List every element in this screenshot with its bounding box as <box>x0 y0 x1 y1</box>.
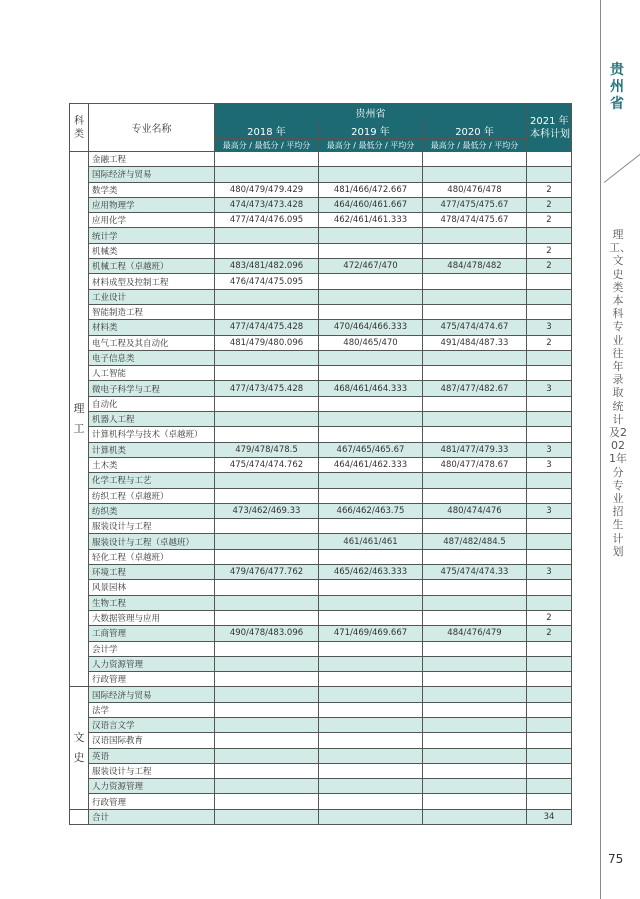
table-row <box>70 687 572 702</box>
major-name: 应用化学 <box>89 213 215 228</box>
major-name: 法学 <box>89 702 215 717</box>
plan-2021 <box>527 519 572 534</box>
score-2019 <box>319 702 423 717</box>
plan-2021 <box>527 794 572 809</box>
table-row <box>70 350 572 365</box>
score-2019 <box>319 396 423 411</box>
plan-2021 <box>527 366 572 381</box>
plan-2021: 2 <box>527 610 572 625</box>
score-2020: 477/475/475.67 <box>423 197 527 212</box>
score-2019 <box>319 304 423 319</box>
score-2020 <box>423 396 527 411</box>
table-row <box>70 213 572 228</box>
score-2019: 467/465/465.67 <box>319 442 423 457</box>
plan-2021 <box>527 748 572 763</box>
score-2019 <box>319 763 423 778</box>
score-2020: 480/476/478 <box>423 182 527 197</box>
score-2020: 478/474/475.67 <box>423 213 527 228</box>
score-2018: 479/476/477.762 <box>215 565 319 580</box>
score-2018 <box>215 167 319 182</box>
major-name: 环境工程 <box>89 565 215 580</box>
plan-2021 <box>527 641 572 656</box>
table-row <box>70 519 572 534</box>
score-2020: 487/477/482.67 <box>423 381 527 396</box>
header-score-sub-2019: 最高分 / 最低分 / 平均分 <box>319 139 423 152</box>
score-2018 <box>215 152 319 167</box>
major-name: 行政管理 <box>89 794 215 809</box>
score-2020: 481/477/479.33 <box>423 442 527 457</box>
major-name: 会计学 <box>89 641 215 656</box>
score-2018 <box>215 595 319 610</box>
header-plan-label: 本科计划 <box>530 128 571 140</box>
plan-2021: 2 <box>527 243 572 258</box>
score-2019 <box>319 473 423 488</box>
table-row <box>70 763 572 778</box>
score-2020 <box>423 152 527 167</box>
plan-2021: 3 <box>527 565 572 580</box>
header-score-sub-2020: 最高分 / 最低分 / 平均分 <box>423 139 527 152</box>
score-2018 <box>215 763 319 778</box>
score-2018: 473/462/469.33 <box>215 503 319 518</box>
major-name: 材料类 <box>89 320 215 335</box>
score-2018 <box>215 687 319 702</box>
table-row <box>70 366 572 381</box>
header-plan <box>527 104 572 152</box>
category-science <box>70 152 89 687</box>
score-2018: 483/481/482.096 <box>215 259 319 274</box>
score-2019 <box>319 687 423 702</box>
plan-2021 <box>527 656 572 671</box>
table-row <box>70 534 572 549</box>
major-name: 国际经济与贸易 <box>89 167 215 182</box>
major-name: 电气工程及其自动化 <box>89 335 215 350</box>
score-2019 <box>319 595 423 610</box>
major-name: 数学类 <box>89 182 215 197</box>
plan-2021 <box>527 733 572 748</box>
major-name: 电子信息类 <box>89 350 215 365</box>
score-2019 <box>319 549 423 564</box>
plan-2021 <box>527 488 572 503</box>
table-row <box>70 427 572 442</box>
plan-2021 <box>527 228 572 243</box>
score-2019: 461/461/461 <box>319 534 423 549</box>
score-2020: 475/474/474.33 <box>423 565 527 580</box>
score-2018: 475/474/474.762 <box>215 457 319 472</box>
table-row <box>70 779 572 794</box>
score-2019 <box>319 274 423 289</box>
plan-2021 <box>527 717 572 732</box>
major-name: 人力资源管理 <box>89 656 215 671</box>
page-number: 75 <box>608 852 624 866</box>
header-year-2020: 2020 年 <box>423 122 527 139</box>
total-2020 <box>423 809 527 824</box>
plan-2021 <box>527 427 572 442</box>
plan-2021 <box>527 549 572 564</box>
score-2019: 464/461/462.333 <box>319 457 423 472</box>
plan-2021: 3 <box>527 442 572 457</box>
score-2019 <box>319 580 423 595</box>
score-2020 <box>423 733 527 748</box>
score-2019 <box>319 167 423 182</box>
score-2020: 487/482/484.5 <box>423 534 527 549</box>
score-2018: 479/478/478.5 <box>215 442 319 457</box>
table-row <box>70 381 572 396</box>
score-2018 <box>215 519 319 534</box>
score-2018 <box>215 733 319 748</box>
plan-2021: 3 <box>527 381 572 396</box>
major-name: 服装设计与工程 <box>89 519 215 534</box>
plan-2021: 3 <box>527 457 572 472</box>
score-2018: 480/479/479.429 <box>215 182 319 197</box>
score-2019 <box>319 656 423 671</box>
major-name: 计算机类 <box>89 442 215 457</box>
major-name: 英语 <box>89 748 215 763</box>
score-2018 <box>215 412 319 427</box>
table-body <box>70 152 572 825</box>
score-2018 <box>215 672 319 687</box>
score-2020: 491/484/487.33 <box>423 335 527 350</box>
score-2018 <box>215 228 319 243</box>
score-2018 <box>215 779 319 794</box>
plan-2021 <box>527 274 572 289</box>
header-year-2018: 2018 年 <box>215 122 319 139</box>
score-2020: 484/478/482 <box>423 259 527 274</box>
plan-2021 <box>527 702 572 717</box>
score-2018 <box>215 243 319 258</box>
total-plan: 34 <box>527 809 572 824</box>
plan-2021: 3 <box>527 320 572 335</box>
score-2019 <box>319 779 423 794</box>
table-row <box>70 488 572 503</box>
score-2020: 480/474/476 <box>423 503 527 518</box>
score-2020 <box>423 687 527 702</box>
plan-2021 <box>527 304 572 319</box>
score-2020 <box>423 779 527 794</box>
score-2020 <box>423 274 527 289</box>
table-row <box>70 197 572 212</box>
total-category-cell <box>70 809 89 824</box>
major-name: 工商管理 <box>89 626 215 641</box>
table-row <box>70 748 572 763</box>
major-name: 大数据管理与应用 <box>89 610 215 625</box>
score-2020 <box>423 794 527 809</box>
score-2018 <box>215 488 319 503</box>
major-name: 国际经济与贸易 <box>89 687 215 702</box>
plan-2021: 2 <box>527 197 572 212</box>
table-row <box>70 549 572 564</box>
score-2020 <box>423 289 527 304</box>
score-2018: 474/473/473.428 <box>215 197 319 212</box>
score-2020 <box>423 580 527 595</box>
table-row <box>70 457 572 472</box>
score-2020 <box>423 610 527 625</box>
major-name: 汉语言文学 <box>89 717 215 732</box>
score-2018 <box>215 366 319 381</box>
table-row <box>70 304 572 319</box>
table-row <box>70 289 572 304</box>
score-2020 <box>423 763 527 778</box>
score-2018 <box>215 610 319 625</box>
score-2018: 481/479/480.096 <box>215 335 319 350</box>
score-2019 <box>319 519 423 534</box>
category-char: 工 <box>73 422 85 436</box>
score-2018: 477/474/476.095 <box>215 213 319 228</box>
header-score-sub-2018: 最高分 / 最低分 / 平均分 <box>215 139 319 152</box>
score-2018 <box>215 549 319 564</box>
score-2018 <box>215 580 319 595</box>
score-2019: 471/469/469.667 <box>319 626 423 641</box>
score-2019: 465/462/463.333 <box>319 565 423 580</box>
major-name: 轻化工程（卓越班） <box>89 549 215 564</box>
score-2019: 480/465/470 <box>319 335 423 350</box>
score-2018 <box>215 534 319 549</box>
score-2018 <box>215 641 319 656</box>
score-2018 <box>215 717 319 732</box>
major-name: 纺织类 <box>89 503 215 518</box>
table-row <box>70 580 572 595</box>
score-2019: 468/461/464.333 <box>319 381 423 396</box>
score-2018 <box>215 396 319 411</box>
province-tab: 贵州省 <box>610 62 624 112</box>
major-name: 智能制造工程 <box>89 304 215 319</box>
category-arts <box>70 687 89 809</box>
major-name: 服装设计与工程 <box>89 763 215 778</box>
score-2020 <box>423 717 527 732</box>
table-row <box>70 565 572 580</box>
score-2020 <box>423 412 527 427</box>
score-2018: 477/473/475.428 <box>215 381 319 396</box>
plan-2021 <box>527 152 572 167</box>
score-2019 <box>319 672 423 687</box>
plan-2021 <box>527 396 572 411</box>
table-row <box>70 595 572 610</box>
score-2018 <box>215 794 319 809</box>
score-2020 <box>423 595 527 610</box>
table-row <box>70 641 572 656</box>
score-2020: 480/477/478.67 <box>423 457 527 472</box>
score-2019 <box>319 717 423 732</box>
major-name: 机器人工程 <box>89 412 215 427</box>
category-char: 理 <box>73 402 85 416</box>
table-row <box>70 672 572 687</box>
major-name: 纺织工程（卓越班） <box>89 488 215 503</box>
side-section-title: 理工、文史类本科专业往年录取统计及2021年分专业招生计划 <box>609 228 631 558</box>
score-2018 <box>215 656 319 671</box>
major-name: 风景园林 <box>89 580 215 595</box>
score-2019 <box>319 350 423 365</box>
score-2018: 476/474/475.095 <box>215 274 319 289</box>
plan-2021 <box>527 595 572 610</box>
margin-divider-line <box>600 0 601 899</box>
score-2019 <box>319 488 423 503</box>
score-2020 <box>423 748 527 763</box>
score-2019 <box>319 733 423 748</box>
plan-2021 <box>527 779 572 794</box>
score-2020 <box>423 519 527 534</box>
table-row <box>70 335 572 350</box>
table-row <box>70 320 572 335</box>
score-2019 <box>319 427 423 442</box>
plan-2021 <box>527 350 572 365</box>
score-2020 <box>423 350 527 365</box>
plan-2021 <box>527 672 572 687</box>
plan-2021 <box>527 763 572 778</box>
score-2020 <box>423 228 527 243</box>
plan-2021 <box>527 412 572 427</box>
major-name: 计算机科学与技术（卓越班） <box>89 427 215 442</box>
score-2019 <box>319 243 423 258</box>
table-row <box>70 717 572 732</box>
plan-2021 <box>527 580 572 595</box>
score-2020 <box>423 243 527 258</box>
score-2018 <box>215 473 319 488</box>
margin-diagonal-line <box>604 153 640 183</box>
score-2020 <box>423 672 527 687</box>
table-row <box>70 182 572 197</box>
category-char: 史 <box>73 751 85 765</box>
table-row <box>70 610 572 625</box>
plan-2021: 2 <box>527 626 572 641</box>
score-2019 <box>319 412 423 427</box>
table-row <box>70 503 572 518</box>
plan-2021: 2 <box>527 213 572 228</box>
admission-table <box>69 103 572 825</box>
major-name: 化学工程与工艺 <box>89 473 215 488</box>
score-2019 <box>319 228 423 243</box>
score-2019 <box>319 641 423 656</box>
plan-2021: 2 <box>527 182 572 197</box>
total-row <box>70 809 572 824</box>
score-2019 <box>319 289 423 304</box>
major-name: 土木类 <box>89 457 215 472</box>
table-row <box>70 733 572 748</box>
table-row <box>70 243 572 258</box>
major-name: 服装设计与工程（卓越班） <box>89 534 215 549</box>
major-name: 人力资源管理 <box>89 779 215 794</box>
score-2020 <box>423 656 527 671</box>
total-label: 合计 <box>89 809 215 824</box>
score-2019 <box>319 748 423 763</box>
plan-2021 <box>527 167 572 182</box>
score-2020 <box>423 473 527 488</box>
total-2018 <box>215 809 319 824</box>
score-2020: 475/474/474.67 <box>423 320 527 335</box>
score-2018 <box>215 702 319 717</box>
header-province: 贵州省 <box>215 104 527 122</box>
score-2019 <box>319 366 423 381</box>
score-2020 <box>423 488 527 503</box>
major-name: 材料成型及控制工程 <box>89 274 215 289</box>
table-row <box>70 656 572 671</box>
score-2020 <box>423 304 527 319</box>
table-row <box>70 702 572 717</box>
score-2018 <box>215 748 319 763</box>
major-name: 生物工程 <box>89 595 215 610</box>
major-name: 人工智能 <box>89 366 215 381</box>
header-plan-year: 2021 年 <box>530 115 569 127</box>
score-2020: 484/476/479 <box>423 626 527 641</box>
major-name: 机械工程（卓越班） <box>89 259 215 274</box>
header-major: 专业名称 <box>89 104 215 152</box>
score-2019: 466/462/463.75 <box>319 503 423 518</box>
score-2019: 472/467/470 <box>319 259 423 274</box>
table-row <box>70 473 572 488</box>
score-2020 <box>423 549 527 564</box>
score-2018 <box>215 350 319 365</box>
score-2018 <box>215 304 319 319</box>
major-name: 自动化 <box>89 396 215 411</box>
table-row <box>70 228 572 243</box>
score-2019 <box>319 610 423 625</box>
plan-2021: 2 <box>527 335 572 350</box>
score-2018: 490/478/483.096 <box>215 626 319 641</box>
plan-2021: 3 <box>527 503 572 518</box>
plan-2021 <box>527 289 572 304</box>
major-name: 工业设计 <box>89 289 215 304</box>
score-2019: 470/464/466.333 <box>319 320 423 335</box>
table-row <box>70 167 572 182</box>
table-row <box>70 274 572 289</box>
header-year-2019: 2019 年 <box>319 122 423 139</box>
major-name: 微电子科学与工程 <box>89 381 215 396</box>
total-2019 <box>319 809 423 824</box>
table-row <box>70 396 572 411</box>
table-row <box>70 442 572 457</box>
score-2020 <box>423 366 527 381</box>
score-2019: 481/466/472.667 <box>319 182 423 197</box>
plan-2021: 2 <box>527 259 572 274</box>
score-2020 <box>423 702 527 717</box>
score-2020 <box>423 641 527 656</box>
major-name: 应用物理学 <box>89 197 215 212</box>
table-row <box>70 412 572 427</box>
score-2018 <box>215 427 319 442</box>
major-name: 行政管理 <box>89 672 215 687</box>
table-row <box>70 259 572 274</box>
plan-2021 <box>527 687 572 702</box>
score-2019 <box>319 794 423 809</box>
score-2018 <box>215 289 319 304</box>
score-2019: 462/461/461.333 <box>319 213 423 228</box>
table-row <box>70 626 572 641</box>
major-name: 机械类 <box>89 243 215 258</box>
plan-2021 <box>527 473 572 488</box>
table-row <box>70 152 572 167</box>
score-2020 <box>423 167 527 182</box>
score-2020 <box>423 427 527 442</box>
plan-2021 <box>527 534 572 549</box>
score-2019: 464/460/461.667 <box>319 197 423 212</box>
score-2019 <box>319 152 423 167</box>
header-category: 科类 <box>70 104 89 152</box>
major-name: 汉语国际教育 <box>89 733 215 748</box>
score-2018: 477/474/475.428 <box>215 320 319 335</box>
category-char: 文 <box>73 731 85 745</box>
major-name: 金融工程 <box>89 152 215 167</box>
table-row <box>70 794 572 809</box>
major-name: 统计学 <box>89 228 215 243</box>
